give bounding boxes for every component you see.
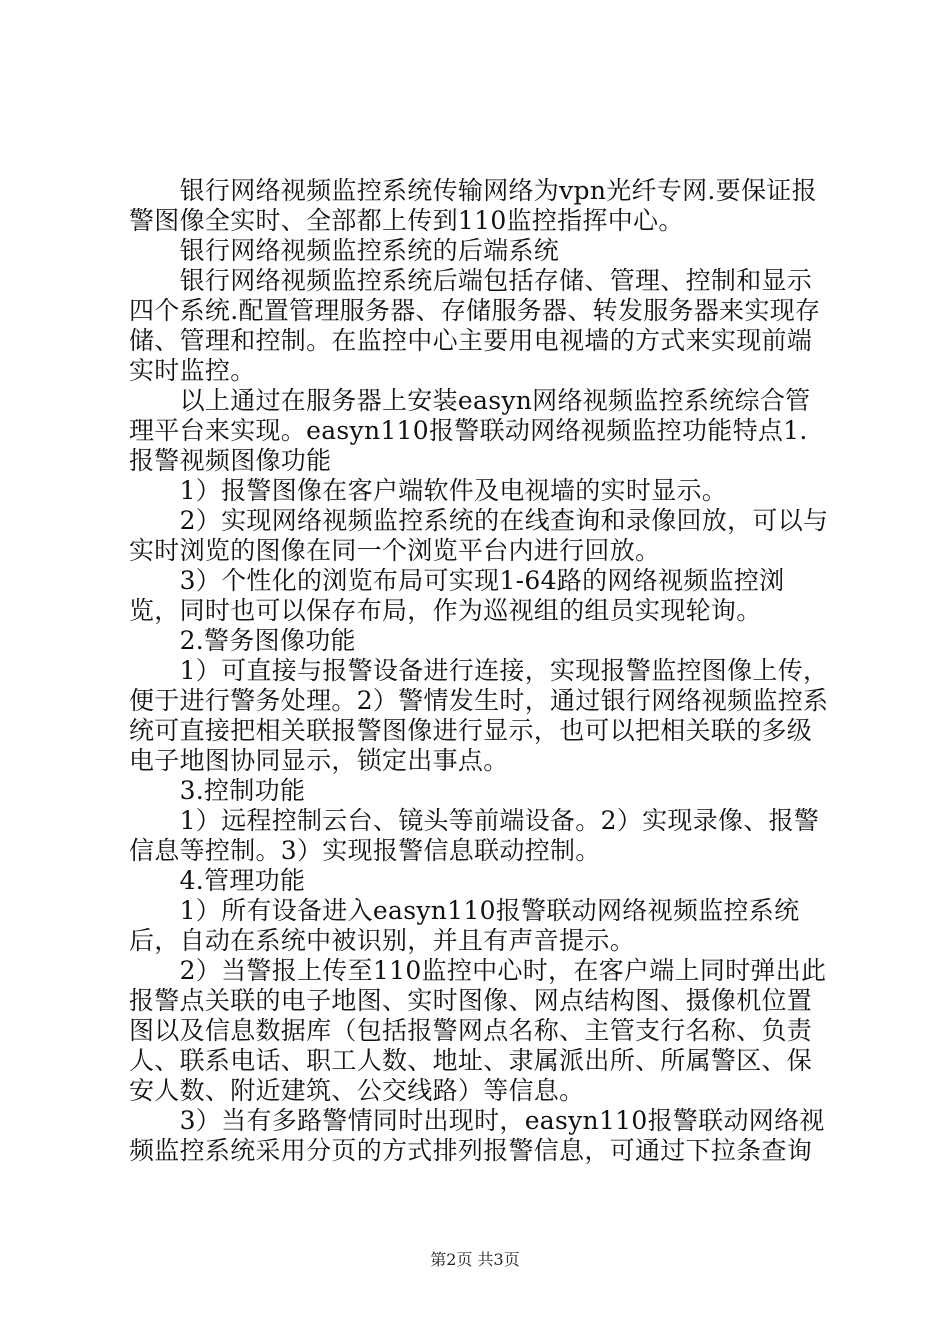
paragraph-multi-alarm-paging: 3）当有多路警情同时出现时，easyn110报警联动网络视频监控系统采用分页的方式排列报警信息，可通过下拉条查询 [129, 1106, 825, 1165]
paragraph-backend-system: 银行网络视频监控系统后端包括存储、管理、控制和显示四个系统.配置管理服务器、存储服务器、转发服务器来实现存储、管理和控制。在监控中心主要用电视墙的方式来实现前端实时监控。 [129, 266, 821, 385]
heading-police-image-function: 2.警务图像功能 [129, 626, 356, 655]
paragraph-transmission-network: 银行网络视频监控系统传输网络为vpn光纤专网.要保证报警图像全实时、全部都上传到110监控指挥中心。 [129, 176, 817, 235]
heading-backend-system: 银行网络视频监控系统的后端系统 [129, 236, 560, 265]
paragraph-custom-layout: 3）个性化的浏览布局可实现1-64路的网络视频监控浏览，同时也可以保存布局，作为巡视组的组员实现轮询。 [129, 566, 785, 625]
heading-management-function: 4.管理功能 [129, 866, 306, 895]
paragraph-alarm-popup-info: 2）当警报上传至110监控中心时，在客户端上同时弹出此报警点关联的电子地图、实时图像、网点结构图、摄像机位置图以及信息数据库（包括报警网点名称、主管支行名称、负责人、联系电话、职工人数、地址、隶属派出所、所属警区、保安人数、附近建筑、公交线路）等信息。 [129, 956, 827, 1105]
page-footer: 第2页 共3页 [430, 1250, 520, 1269]
document-body [129, 176, 831, 1166]
paragraph-device-recognition: 1）所有设备进入easyn110报警联动网络视频监控系统后，自动在系统中被识别，并且有声音提示。 [129, 896, 800, 955]
heading-control-function: 3.控制功能 [129, 776, 306, 805]
paragraph-online-query-playback: 2）实现网络视频监控系统的在线查询和录像回放，可以与实时浏览的图像在同一个浏览平台内进行回放。 [129, 506, 829, 565]
paragraph-remote-control: 1）远程控制云台、镜头等前端设备。2）实现录像、报警信息等控制。3）实现报警信息联动控制。 [129, 806, 820, 865]
paragraph-alarm-image-display: 1）报警图像在客户端软件及电视墙的实时显示。 [129, 476, 728, 505]
paragraph-management-platform: 以上通过在服务器上安装easyn网络视频监控系统综合管理平台来实现。easyn110报警联动网络视频监控功能特点1.报警视频图像功能 [129, 386, 811, 475]
paragraph-alarm-device-connection: 1）可直接与报警设备进行连接，实现报警监控图像上传，便于进行警务处理。2）警情发生时，通过银行网络视频监控系统可直接把相关联报警图像进行显示，也可以把相关联的多级电子地图协同显示，锁定出事点。 [129, 656, 829, 775]
